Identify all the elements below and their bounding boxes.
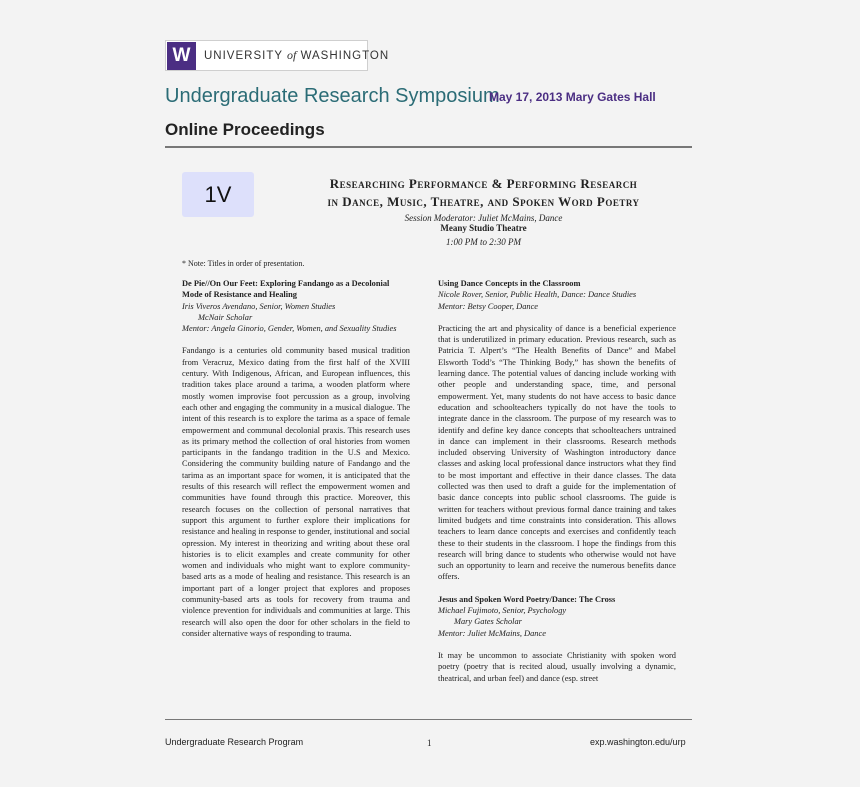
session-code-badge: 1V — [182, 172, 254, 217]
presentation-author: Michael Fujimoto, Senior, Psychology — [438, 606, 567, 616]
uw-wordmark: UNIVERSITY of WASHINGTON — [204, 48, 390, 62]
presentation-title: Jesus and Spoken Word Poetry/Dance: The Cross — [438, 594, 616, 604]
presentation-scholar: McNair Scholar — [198, 312, 253, 322]
presentation-abstract: Practicing the art and physicality of dance is a beneficial experience that is underutilized in primary education. Previous research, such as Patricia T. Alpert’s “The Health Benefits of Dance” and Mabel Elsworth Todd’s “The Thinking Body,” has shown the benefits of learning dance. The potential values of dancing include working with other people and understanding space, time, and personal empowerment. Yet, many students do not have access to basic dance education and schoolteachers typically do not have the tools to integrate dance in the classroom. The purpose of my research was to identify and define key dance concepts that schoolteachers untrained in dance can implement in their classrooms. Research methods included observing University of Washington introductory dance classes and asking local professional dance instructors what they find to be most important and effective in their dance classes. The data collected was then used to draft a guide for the implementation of basic dance concepts into public school classrooms. The guide is written for teachers without previous formal dance training and takes limited budgets and time constraints into consideration. This allows teachers to learn dance concepts and exercises and confidently teach these to their students in the classroom. I hope the findings from this research will bring dance to students who otherwise would not have such an opportunity to learn and receive the numerous benefits dance offers. — [438, 323, 676, 582]
proceedings-title: Online Proceedings — [165, 120, 325, 139]
session-title-line-1: Researching Performance & Performing Research — [329, 176, 638, 191]
uw-logo — [165, 40, 390, 71]
symposium-title: Undergraduate Research Symposium — [165, 85, 500, 107]
footer-divider — [165, 719, 692, 720]
presentation-abstract: It may be uncommon to associate Christianity with spoken word poetry (poetry that is recited aloud, usually involving a dynamic, theatrical, and urban feel) and dance (esp. street — [438, 650, 676, 683]
right-column — [438, 278, 676, 684]
session-moderator: Session Moderator: Juliet McMains, Dance — [404, 213, 563, 223]
presentation-author: Iris Viveros Avendano, Senior, Women Studies — [182, 301, 336, 311]
presentation-title: De Pie//On Our Feet: Exploring Fandango as a Decolonial Mode of Resistance and Healing — [182, 279, 390, 300]
session-venue: Meany Studio Theatre — [440, 223, 527, 233]
presentation-mentor: Mentor: Betsy Cooper, Dance — [438, 301, 539, 311]
left-column — [182, 278, 410, 639]
presentation-abstract: Fandango is a centuries old community based musical tradition from Veracruz, Mexico dating from the first half of the XVIII century. With Indigenous, African, and European influences, this tradition takes place around a tarima, a wooden platform where mostly women improvise foot percussion as a group, involving each other and engaging the community in a musical dialogue. The intent of this research is to explore the tarima as a space of female empowerment and communal decolonial praxis. This research uses as its primary method the collection of oral histories from women participants in the fandango tradition in the U.S and Mexico. Considering the community building nature of Fandango and the tarima as an important space for women, it is anticipated that the results of this research will reflect the empowerment women and communities have found through this practice. Moreover, this research focuses on the collection of personal narratives that support this argument to further explore their implications for resistance and healing in response to gender, institutional and social opression. My interest in theorizing and writing about these oral histories is to elicit examples and create community for other women and individuals who might want to explore community-based arts as a mode of healing and resistance. This research is an important part of a longer project that explores and proposes community-based arts as tools for recovery from trauma and violence prevention for individuals and communities at large. This research will also open the door for other scholars in the field to consider alternative ways of responding to trauma. — [182, 346, 410, 638]
uw-w-mark: W — [167, 42, 196, 70]
session-time: 1:00 PM to 2:30 PM — [446, 237, 521, 247]
presentation-title: Using Dance Concepts in the Classroom — [438, 279, 581, 288]
presentation-author: Nicole Rover, Senior, Public Health, Dance: Dance Studies — [438, 290, 637, 300]
footer-program: Undergraduate Research Program — [165, 737, 304, 747]
presentation-mentor: Mentor: Juliet McMains, Dance — [438, 628, 546, 638]
session-title-line-2: in Dance, Music, Theatre, and Spoken Word Poetry — [327, 194, 640, 209]
presentation-mentor: Mentor: Angela Ginorio, Gender, Women, and Sexuality Studies — [182, 324, 397, 334]
header-divider — [165, 146, 692, 148]
footer-url: exp.washington.edu/urp — [590, 737, 686, 747]
order-note: * Note: Titles in order of presentation. — [182, 259, 305, 268]
page-number: 1 — [427, 738, 432, 748]
presentation-scholar: Mary Gates Scholar — [454, 617, 522, 627]
symposium-date: May 17, 2013 Mary Gates Hall — [489, 90, 656, 104]
